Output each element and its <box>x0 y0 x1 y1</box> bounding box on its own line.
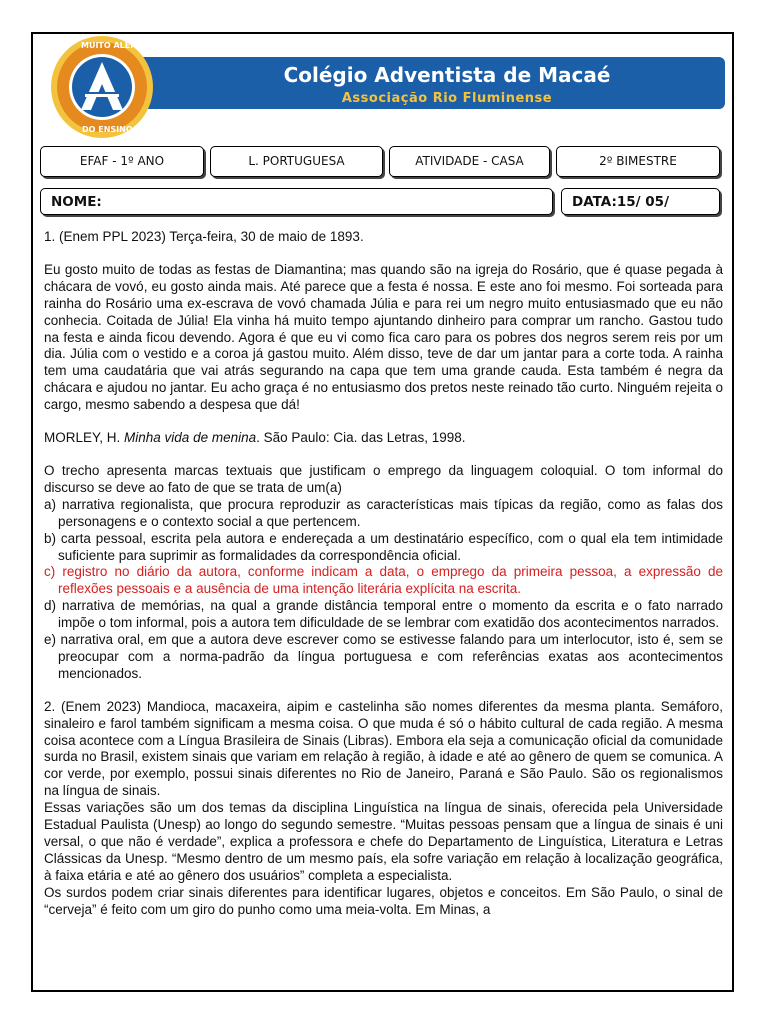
logo-ring-bottom: DO ENSINO <box>82 125 133 134</box>
subject-label: L. PORTUGUESA <box>248 154 345 168</box>
question-1-text: Eu gosto muito de todas as festas de Diamantina; mas quando são na igreja do Rosário, que é quase pegada à chácara de vovó, eu gosto ainda mais. Até parece que a festa é nossa. E este ano foi mesmo. Foi sorteada para rainha do Rosário uma ex-escrava de vovó chamada Júlia e para rei um negro muito entusiasmado que eu não conhecia. Coitada de Júlia! Ela vinha há muito tempo ajuntando dinheiro para comprar um rancho. Gastou tudo na festa e ainda ficou devendo. Agora é que eu vi como fica caro para os pobres dos negros serem reis por um dia. Júlia com o vestido e a coroa já gastou muito. Além disso, teve de dar um jantar para a corte toda. A rainha tem uma caudatária que vai atrás segurando na capa que tem uma grande cauda. Esta também é negra da chácara e ajudou no jantar. Eu acho graça é no entusiasmo dos pretos neste reinado tão curto. Ninguém rejeita o cargo, mesmo sabendo a despesa que dá! <box>44 261 723 413</box>
question-1-prompt: O trecho apresenta marcas textuais que justificam o emprego da linguagem coloquial. O tom informal do discurso se deve ao fato de que se trata de um(a) <box>44 462 723 495</box>
subject-box <box>210 146 383 177</box>
school-header <box>45 41 725 134</box>
source-rest: . São Paulo: Cia. das Letras, 1998. <box>256 430 466 446</box>
questions <box>44 229 723 919</box>
source-author: MORLEY, H. <box>44 430 125 446</box>
question-2-paragraph-2: Essas variações são um dos temas da disciplina Linguística na língua de sinais, oferecida pela Universidade Estadual Paulista (Unesp) ao longo do segundo semestre. “Muitas pessoas pensam que a língua de sinais é uni versal, o que não é verdade”, explica a professora e chefe do Departamento de Linguística, Literatura e Letras Clássicas da Unesp. “Mesmo dentro de um mesmo país, ela sofre variação em relação à localização geográfica, à faixa etária e até ao gênero dos usuários” completa a especialista. <box>44 800 723 883</box>
option-c-correct[interactable]: c) registro no diário da autora, conforme indicam a data, o emprego da primeira pessoa, a expressão de reflexões pessoais e a ausência de uma intenção literária explícita na escrita. <box>44 564 723 597</box>
school-name: Colégio Adventista de Macaé <box>283 63 611 87</box>
question-2-paragraph-3: Os surdos podem criar sinais diferentes para identificar lugares, objetos e conceitos. Em São Paulo, o sinal de “cerveja” é feito com um giro do punho como uma meia-volta. Em Minas, a <box>44 884 723 917</box>
activity-label: ATIVIDADE - CASA <box>415 154 524 168</box>
option-a[interactable]: a) narrativa regionalista, que procura reproduzir as características mais típicas da região, como as falas dos personagens e o contexto social a que pertencem. <box>44 496 723 529</box>
option-b[interactable]: b) carta pessoal, escrita pela autora e endereçada a um destinatário específico, com o qual ela tem intimidade suficiente para suprimir as formalidades da correspondência oficial. <box>44 530 723 563</box>
question-2-paragraph-1: 2. (Enem 2023) Mandioca, macaxeira, aipim e castelinha são nomes diferentes da mesma planta. Semáforo, sinaleiro e farol também significam a mesma coisa. O que muda é só o hábito cultural de cada região. A mesma coisa acontece com a Língua Brasileira de Sinais (Libras). Embora ela seja a comunicação oficial da comunidade surda no Brasil, existem sinais que variam em relação à região, à idade e até ao gênero de quem se comunica. A cor verde, por exemplo, possui sinais diferentes no Rio de Janeiro, Paraná e São Paulo. São os regionalismos na língua de sinais. <box>44 698 723 799</box>
date-label: DATA:15/ 05/ <box>572 194 669 210</box>
name-field[interactable] <box>40 188 553 215</box>
source-title: Minha vida de menina <box>124 430 257 446</box>
logo-ring-top: MUITO ALÉM <box>81 41 139 50</box>
grade-box <box>40 146 204 177</box>
option-e[interactable]: e) narrativa oral, em que a autora deve escrever como se estivesse falando para um interlocutor, isto é, sem se preocupar com a norma-padrão da língua portuguesa e com referências exatas aos acontecimentos mencionados. <box>44 632 723 681</box>
term-box <box>556 146 720 177</box>
question-1-source <box>44 430 723 447</box>
question-1-heading: 1. (Enem PPL 2023) Terça-feira, 30 de maio de 1893. <box>44 229 364 244</box>
activity-box <box>389 146 550 177</box>
name-label: NOME: <box>51 194 102 210</box>
date-field[interactable] <box>561 188 720 215</box>
term-label: 2º BIMESTRE <box>599 154 677 168</box>
association-name: Associação Rio Fluminense <box>341 91 553 106</box>
option-d[interactable]: d) narrativa de memórias, na qual a grande distância temporal entre o momento da escrita e o fato narrado impõe o tom informal, pois a autora tem dificuldade de se lembrar com exatidão dos acontecimentos narrados. <box>44 598 723 631</box>
grade-label: EFAF - 1º ANO <box>79 154 165 168</box>
